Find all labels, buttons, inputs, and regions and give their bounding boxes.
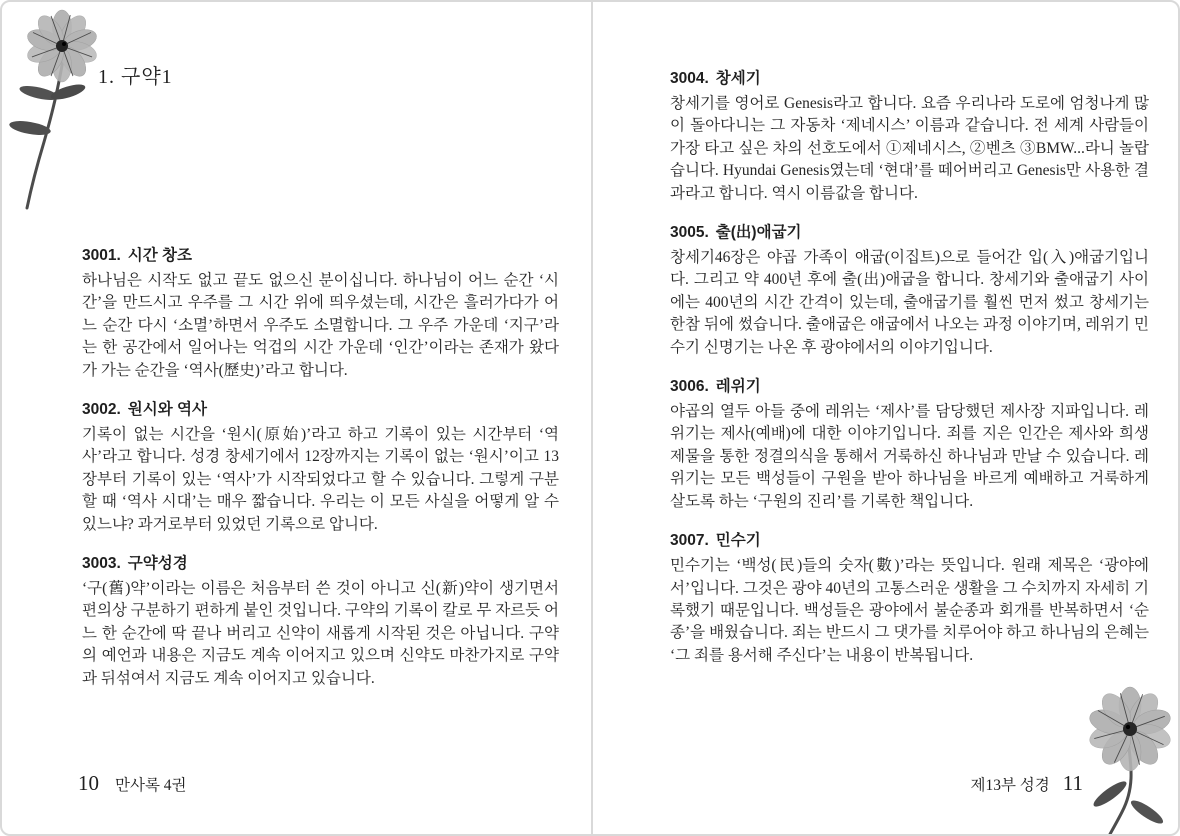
section-title: 구약성경 bbox=[127, 555, 188, 573]
section-body: ‘구(舊)약’이라는 이름은 처음부터 쓴 것이 아니고 신(新)약이 생기면서 편의상 구분하기 편하게 붙인 것입니다. 구약의 기록이 칼로 무 자르듯 어느 한 순간에 딱 끝나 버리고 신약이 새롭게 시작된 것은 아닙니다. 구약의 예언과 내용은 지금도 계속 이어지고 있으며 신약도 마찬가지로 구약과 뒤섞여서 지금도 계속 이어지고 있습니다. bbox=[82, 580, 559, 687]
section-number: 3007. bbox=[670, 532, 709, 550]
part-label: 제13부 성경 bbox=[970, 777, 1050, 794]
flower-veins bbox=[1094, 693, 1165, 764]
section-title: 창세기 bbox=[715, 70, 761, 87]
section-body: 하나님은 시작도 없고 끝도 없으신 분이십니다. 하나님이 어느 순간 ‘시간’을 만드시고 우주를 그 시간 위에 띄우셨는데, 시간은 흘러가다가 어느 순간 다시 ‘소멸’하면서 우주도 소멸합니다. 그 우주 가운데 ‘지구’라는 한 공간에서 일어나는 억겁의 시간 가운데 ‘인간’이라는 존재가 왔다가 가는 순간을 ‘역사(歷史)’라고 합니다. bbox=[82, 272, 559, 379]
section-title: 시간 창조 bbox=[127, 247, 192, 264]
section-title: 민수기 bbox=[715, 532, 761, 550]
section-title: 출(出)애굽기 bbox=[715, 224, 802, 242]
section-3006 bbox=[670, 376, 1149, 513]
section-title: 원시와 역사 bbox=[127, 401, 207, 419]
section-3002 bbox=[82, 399, 559, 536]
book-volume-label: 만사록 4권 bbox=[115, 777, 187, 794]
flower-decoration-bottom-right bbox=[1024, 644, 1180, 836]
section-number: 3005. bbox=[670, 224, 709, 242]
section-heading bbox=[82, 399, 559, 421]
right-page-footer bbox=[970, 771, 1083, 796]
flower-decoration-top-left bbox=[6, 2, 206, 252]
section-title: 레위기 bbox=[715, 378, 761, 396]
section-number: 3002. bbox=[82, 401, 121, 419]
right-page-sections bbox=[670, 68, 1149, 667]
section-number: 3006. bbox=[670, 378, 709, 396]
flower-stem-leaves bbox=[1091, 741, 1166, 836]
flower-center bbox=[56, 40, 68, 52]
page-divider bbox=[591, 2, 593, 836]
section-heading bbox=[670, 222, 1149, 244]
section-heading bbox=[82, 553, 559, 575]
section-3003 bbox=[82, 553, 559, 690]
section-number: 3001. bbox=[82, 247, 121, 264]
section-heading bbox=[670, 68, 1149, 90]
page-number-right: 11 bbox=[1062, 771, 1083, 795]
section-3004 bbox=[670, 68, 1149, 205]
section-body: 야곱의 열두 아들 중에 레위는 ‘제사’를 담당했던 제사장 지파입니다. 레위기는 제사(예배)에 대한 이야기입니다. 죄를 지은 인간은 제사와 희생 제물을 통한 정결의식을 통해서 거룩하신 하나님과 만날 수 있습니다. 레위기는 모든 백성들이 구원을 받아 하나님을 바르게 예배하고 거룩하게 살도록 하는 ‘구원의 진리’를 기록한 책입니다. bbox=[670, 403, 1149, 510]
section-body: 기록이 없는 시간을 ‘원시(原始)’라고 하고 기록이 있는 시간부터 ‘역사’라고 합니다. 성경 창세기에서 12장까지는 기록이 없는 ‘원시’이고 13장부터 기록이 있는 ‘역사’가 시작되었다고 할 수 있습니다. 그렇게 구분할 때 ‘역사 시대’는 매우 짧습니다. 우리는 이 모든 사실을 어떻게 알 수 있느냐? 과거로부터 있었던 기록으로 압니다. bbox=[82, 426, 559, 533]
section-3007 bbox=[670, 530, 1149, 667]
section-number: 3004. bbox=[670, 70, 709, 87]
flower-center bbox=[1123, 722, 1137, 736]
flower-veins bbox=[32, 15, 92, 76]
section-heading bbox=[670, 376, 1149, 398]
section-body: 창세기46장은 야곱 가족이 애굽(이집트)으로 들어간 입(入)애굽기입니다. 그리고 약 400년 후에 출(出)애굽을 합니다. 창세기와 출애굽기 사이에는 400년의 시간 간격이 있는데, 출애굽기를 훨씬 먼저 썼고 창세기는 한참 뒤에 썼습니다. 출애굽은 애굽에서 나오는 과정 이야기며, 레위기 민수기 신명기는 나온 후 광야에서의 이야기입니다. bbox=[670, 249, 1149, 356]
section-body: 민수기는 ‘백성(民)들의 숫자(數)’라는 뜻입니다. 원래 제목은 ‘광야에서’입니다. 그것은 광야 40년의 고통스러운 생활을 그 수치까지 자세히 기록했기 때문입니다. 백성들은 광야에서 불순종과 회개를 반복하면서 ‘순종’을 배웠습니다. 죄는 반드시 그 댓가를 치루어야 하고 하나님의 은혜는 ‘그 죄를 용서해 주신다’는 내용이 반복됩니다. bbox=[670, 557, 1149, 664]
section-body: 창세기를 영어로 Genesis라고 합니다. 요즘 우리나라 도로에 엄청나게 많이 돌아다니는 그 자동차 ‘제네시스’ 이름과 같습니다. 전 세계 사람들이 가장 타고 싶은 차의 선호도에서 ①제네시스, ②벤츠 ③BMW...라니 놀랍습니다. Hyundai Genesis였는데 ‘현대’를 떼어버리고 Genesis만 사용한 결과라고 합니다. 역시 이름값을 합니다. bbox=[670, 95, 1149, 202]
section-heading bbox=[82, 245, 559, 267]
left-page-sections bbox=[82, 245, 559, 690]
left-page-footer bbox=[78, 771, 187, 796]
section-number: 3003. bbox=[82, 555, 121, 573]
section-heading bbox=[670, 530, 1149, 552]
page-number-left: 10 bbox=[78, 771, 99, 795]
flower-petals bbox=[1087, 687, 1174, 771]
section-3005 bbox=[670, 222, 1149, 359]
section-3001 bbox=[82, 245, 559, 382]
chapter-title: 1. 구약1 bbox=[98, 66, 173, 88]
flower-stem-leaves bbox=[8, 54, 87, 208]
flower-petals bbox=[25, 10, 99, 82]
